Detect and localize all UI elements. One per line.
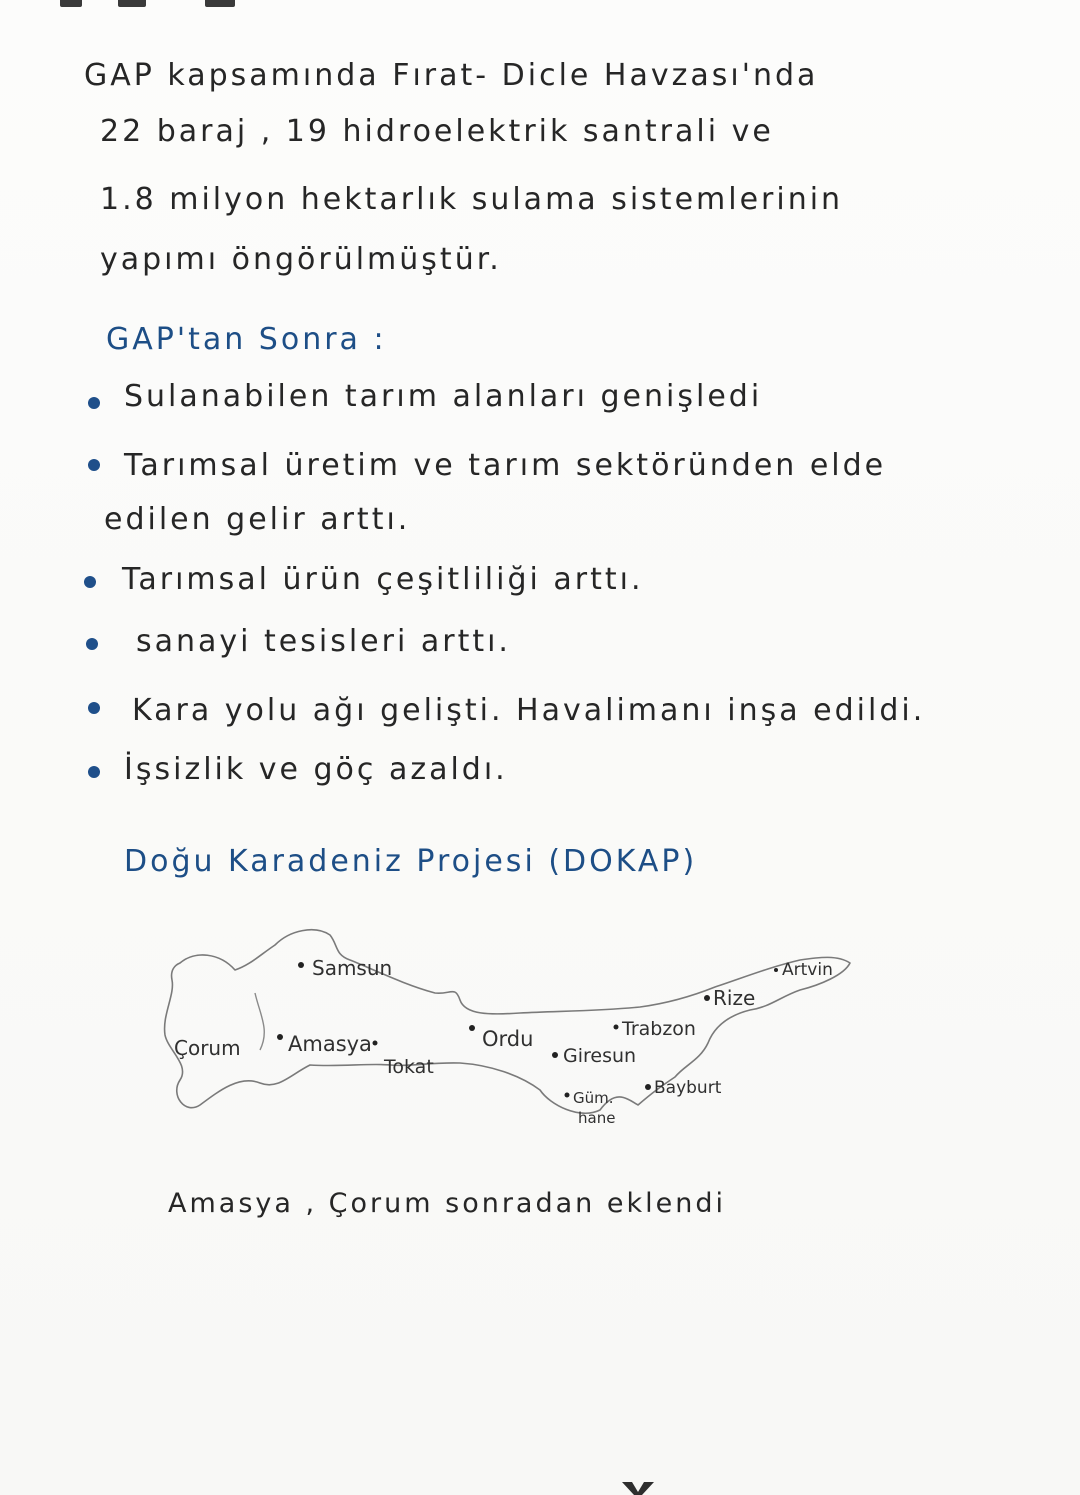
gap-after-item-3: Tarımsal ürün çeşitliliği arttı. [122,562,644,597]
city-rize: Rize [713,986,756,1010]
gap-after-item-2: Tarımsal üretim ve tarım sektöründen elde [124,448,887,483]
gap-after-item-6: İşsizlik ve göç azaldı. [124,752,508,787]
gap-after-item-4: sanayi tesisleri arttı. [136,624,511,659]
gap-intro-line-3: 1.8 milyon hektarlık sulama sistemlerinin [100,182,844,217]
gap-after-item-5: Kara yolu ağı gelişti. Havalimanı inşa edildi. [132,693,926,728]
gap-intro-line-1: GAP kapsamında Fırat- Dicle Havzası'nda [84,58,819,93]
bullet-dot [88,766,100,778]
top-edge-marks [0,0,1080,10]
city-samsun: Samsun [312,956,393,980]
gap-after-heading: GAP'tan Sonra : [106,322,387,357]
gap-after-item-2-continuation: edilen gelir arttı. [104,502,411,537]
city-gumushane-2: hane [578,1109,616,1127]
city-ordu: Ordu [482,1027,534,1051]
gap-intro-line-2: 22 baraj , 19 hidroelektrik santrali ve [100,114,774,149]
bullet-dot [84,576,96,588]
dokap-heading: Doğu Karadeniz Projesi (DOKAP) [124,844,698,879]
bullet-dot [86,638,98,650]
bullet-dot [88,397,100,409]
city-amasya: Amasya [288,1032,372,1056]
gap-intro-line-4: yapımı öngörülmüştür. [100,242,502,277]
gap-after-item-1: Sulanabilen tarım alanları genişledi [124,379,763,414]
dokap-map-note: Amasya , Çorum sonradan eklendi [168,1188,726,1219]
app-logo-icon [620,1478,656,1495]
dokap-region-map [160,915,860,1145]
bullet-dot [88,702,100,714]
city-artvin: Artvin [782,960,833,980]
city-bayburt: Bayburt [654,1078,722,1098]
city-tokat: Tokat [384,1056,434,1078]
bullet-dot [88,459,100,471]
city-corum: Çorum [174,1036,241,1060]
city-giresun: Giresun [563,1045,637,1067]
city-trabzon: Trabzon [622,1018,696,1040]
city-gumushane-1: Güm. [573,1089,614,1107]
